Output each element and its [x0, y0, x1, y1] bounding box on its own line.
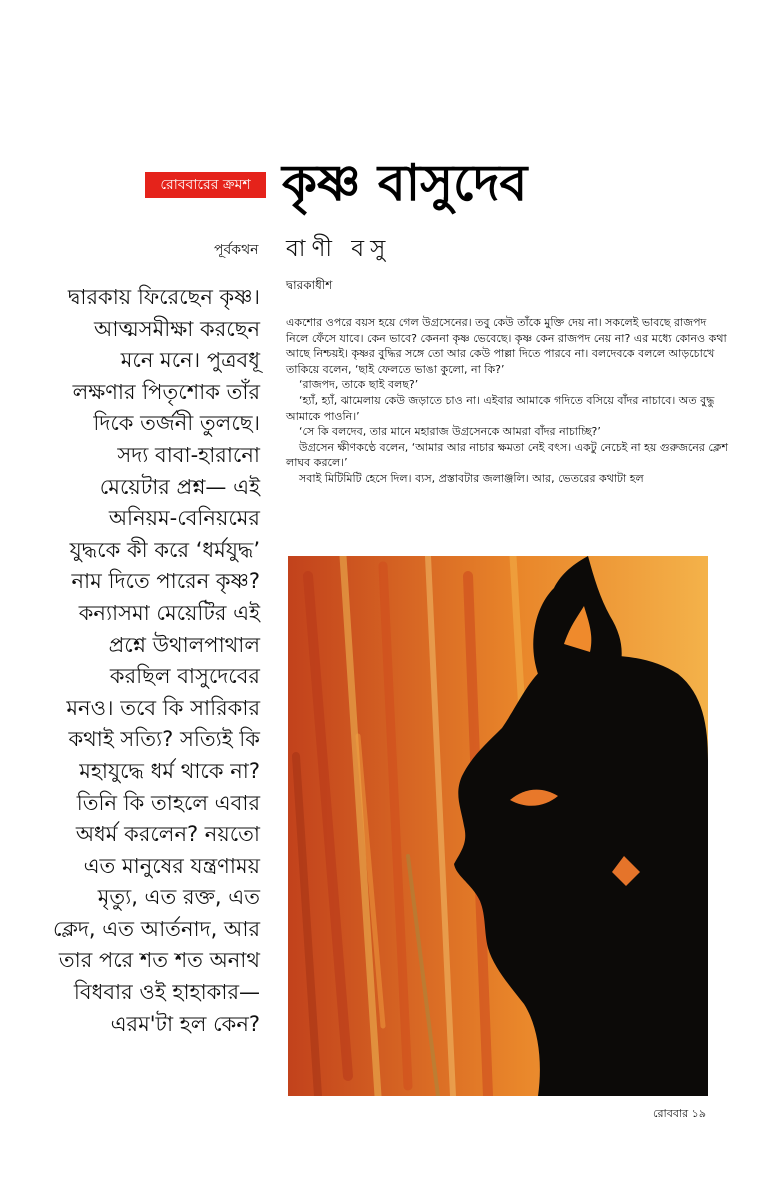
body-paragraph: উগ্রসেন ক্ষীণকণ্ঠে বলেন, ‘আমার আর নাচার ক্ষমতা নেই বৎস। একটু নেচেই না হয় গুরুজনের ক্লেশ লাঘব করলে।’	[286, 440, 729, 470]
prologue-line: কথাই সত্যি? সত্যিই কি	[68, 727, 260, 752]
prologue-line: করছিল বাসুদেবের	[109, 664, 260, 689]
prologue-line: বিধবার ওই হাহাকার—	[73, 980, 260, 1005]
prologue-line: দিকে তর্জনী তুলছে।	[93, 411, 260, 436]
prologue-line: এরম'টা হল কেন?	[110, 1011, 260, 1036]
body-paragraph: ‘সে কি বলদেব, তার মানে মহারাজ উগ্রসেনকে আমরা বাঁদর নাচাচ্ছি?’	[299, 425, 601, 439]
prologue-line: কন্যাসমা মেয়েটির এই	[78, 600, 260, 625]
prologue-line: নাম দিতে পারেন কৃষ্ণ?	[71, 569, 260, 594]
author-byline: বাণী বসু	[286, 236, 392, 262]
prologue-line: মনে মনে। পুত্রবধূ	[120, 348, 260, 373]
prologue-line: মনও। তবে কি সারিকার	[66, 695, 260, 720]
prologue-line: যুদ্ধকে কী করে ‘ধর্মযুদ্ধ’	[69, 537, 260, 562]
prologue-line: প্রশ্নে উথালপাথাল	[108, 632, 260, 657]
prologue-summary	[20, 282, 260, 1040]
krishna-silhouette-artwork	[288, 556, 708, 1096]
prologue-line: তার পরে শত শত অনাথ	[58, 948, 260, 973]
prologue-line: মৃত্যু, এত রক্ত, এত	[97, 885, 260, 910]
prologue-label: পূর্বকথন	[214, 242, 259, 258]
body-paragraph: সবাই মিটিমিটি হেসে দিল। ব্যস, প্রস্তাবটার জলাঞ্জলি। আর, ভেতরের কথাটা হল	[299, 471, 644, 485]
body-paragraph: ‘রাজপদ, তাকে ছাই বলছ?’	[299, 378, 419, 392]
article-body	[286, 315, 732, 487]
prologue-line: সদ্য বাবা-হারানো	[117, 442, 260, 467]
prologue-line: লক্ষণার পিতৃশোক তাঁর	[72, 379, 260, 404]
section-label: দ্বারকাধীশ	[286, 278, 333, 292]
prologue-line: দ্বারকায় ফিরেছেন কৃষ্ণ।	[67, 285, 260, 309]
article-title: কৃষ্ণ বাসুদেব	[282, 154, 528, 212]
prologue-line: ক্লেদ, এত আর্তনাদ, আর	[52, 916, 260, 941]
prologue-line: আত্মসমীক্ষা করছেন	[94, 316, 260, 341]
body-paragraph: ‘হ্যাঁ, হ্যাঁ, ঝামেলায় কেউ জড়াতে চাও না। এইবার আমাকে গদিতে বসিয়ে বাঁদর নাচাবে। অত বুদ্ধু আমাকে পাওনি।’	[286, 393, 715, 423]
prologue-line: তিনি কি তাহলে এবার	[76, 790, 260, 815]
body-paragraph: একশোর ওপরে বয়স হয়ে গেল উগ্রসেনের। তবু কেউ তাঁকে মুক্তি দেয় না। সকলেই ভাবছে রাজপদ নিলে ফেঁসে যাবে। কেন ভাবে? কেননা কৃষ্ণ ভেবেছে। কৃষ্ণ কেন রাজপদ নেয় না? এর মধ্যে কোনও কথা আছে নিশ্চয়ই। কৃষ্ণর বুদ্ধির সঙ্গে তো আর কেউ পাল্লা দিতে পারবে না। বলদেবকে বললে আড়চোখে তাকিয়ে বলেন, ‘ছাই ফেলতে ভাঙা কুলো, না কি?’	[286, 316, 727, 376]
prologue-line: অনিয়ম-বেনিয়মের	[108, 506, 260, 531]
prologue-line: মহাযুদ্ধে ধর্ম থাকে না?	[79, 758, 260, 783]
serial-badge: রোববারের ক্রমশ	[145, 172, 266, 198]
prologue-line: অধর্ম করলেন? নয়তো	[75, 822, 260, 847]
prologue-line: মেয়েটার প্রশ্ন— এই	[99, 474, 260, 499]
page-folio: রোববার ১৯	[653, 1107, 706, 1120]
prologue-line: এত মানুষের যন্ত্রণাময়	[83, 853, 260, 878]
